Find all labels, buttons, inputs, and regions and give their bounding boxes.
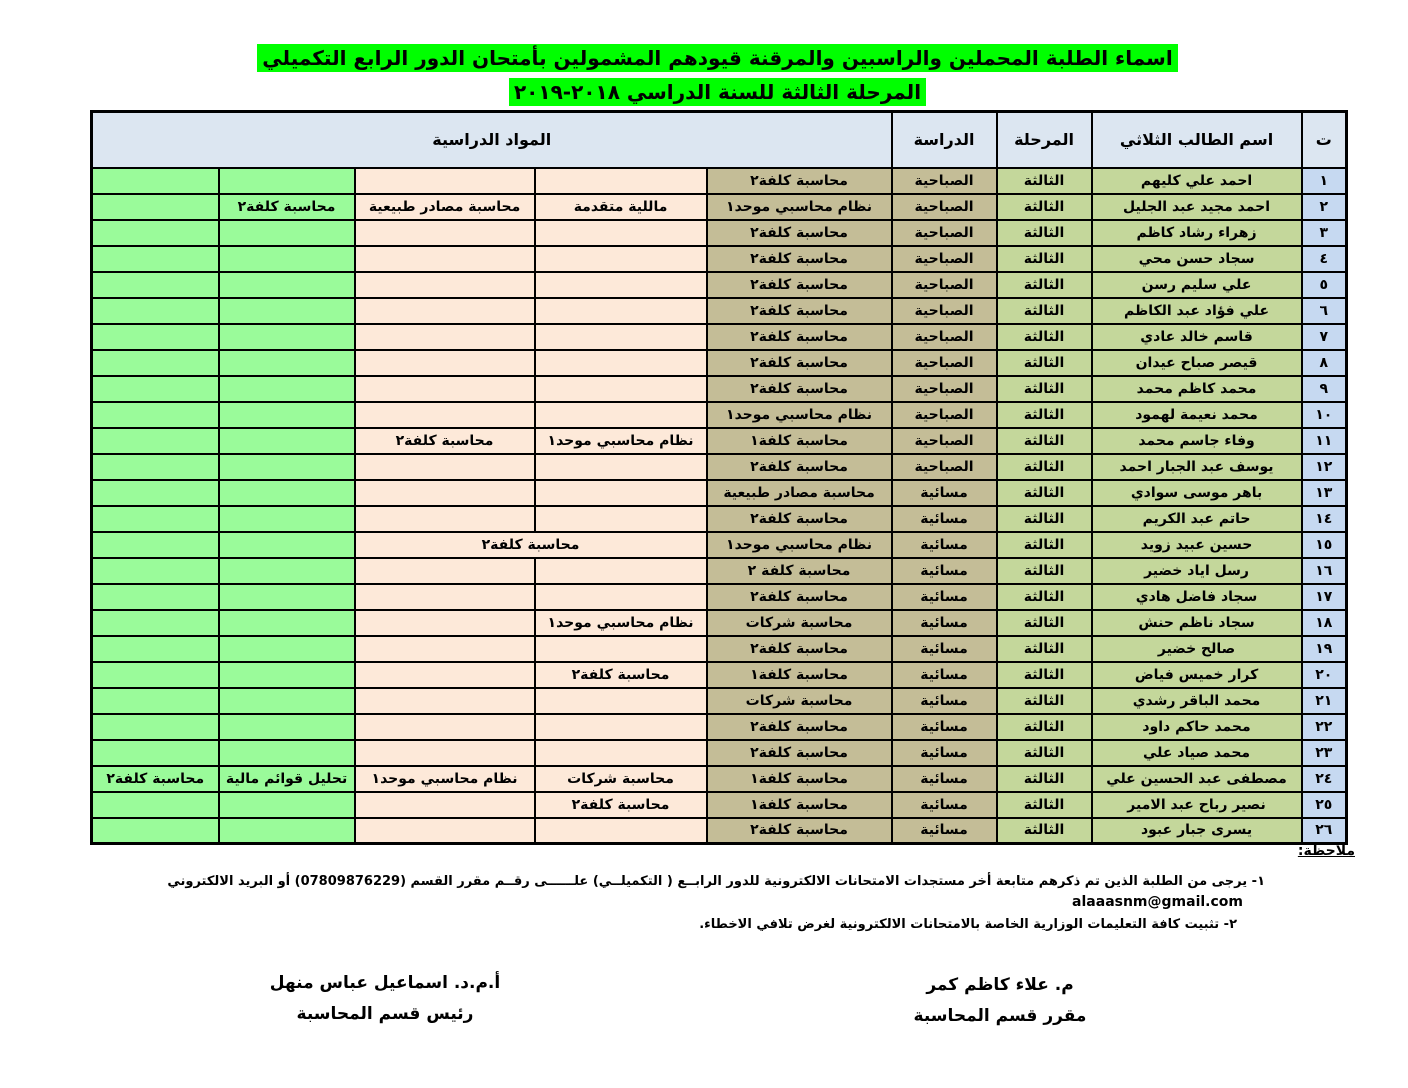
cell-subject-1: محاسبة شركات bbox=[707, 688, 892, 714]
table-row bbox=[92, 818, 1347, 844]
cell-stage: الثالثة bbox=[997, 662, 1092, 688]
cell-subject-2 bbox=[535, 324, 707, 350]
cell-subject-5 bbox=[92, 532, 219, 558]
cell-subject-1: محاسبة كلفة٢ bbox=[707, 740, 892, 766]
cell-number: ١١ bbox=[1302, 428, 1347, 454]
header-row bbox=[92, 112, 1347, 168]
cell-subject-2 bbox=[535, 480, 707, 506]
table-row bbox=[92, 688, 1347, 714]
cell-subject-1: محاسبة كلفة١ bbox=[707, 792, 892, 818]
cell-stage: الثالثة bbox=[997, 558, 1092, 584]
cell-student-name: محمد حاكم داود bbox=[1092, 714, 1302, 740]
cell-subject-3 bbox=[355, 272, 535, 298]
table-row bbox=[92, 636, 1347, 662]
cell-student-name: باهر موسى سوادي bbox=[1092, 480, 1302, 506]
table-row bbox=[92, 584, 1347, 610]
cell-subject-3 bbox=[355, 220, 535, 246]
cell-number: ٢٤ bbox=[1302, 766, 1347, 792]
cell-subject-2 bbox=[535, 584, 707, 610]
cell-subject-3 bbox=[355, 662, 535, 688]
cell-subject-4 bbox=[219, 792, 355, 818]
cell-subject-3 bbox=[355, 740, 535, 766]
cell-study: مسائية bbox=[892, 636, 997, 662]
table-row bbox=[92, 220, 1347, 246]
signature-left-name: أ.م.د. اسماعيل عباس منهل bbox=[269, 973, 501, 993]
cell-subject-5 bbox=[92, 792, 219, 818]
cell-subject-2: محاسبة شركات bbox=[535, 766, 707, 792]
cell-stage: الثالثة bbox=[997, 818, 1092, 844]
cell-subject-2: نظام محاسبي موحد١ bbox=[535, 610, 707, 636]
cell-number: ٢٦ bbox=[1302, 818, 1347, 844]
cell-student-name: يسرى جبار عبود bbox=[1092, 818, 1302, 844]
header-student-name: اسم الطالب الثلاثي bbox=[1092, 112, 1302, 168]
cell-subject-5 bbox=[92, 688, 219, 714]
cell-subject-1: محاسبة كلفة٢ bbox=[707, 714, 892, 740]
cell-subject-5: محاسبة كلفة٢ bbox=[92, 766, 219, 792]
cell-subject-3 bbox=[355, 506, 535, 532]
table-row bbox=[92, 376, 1347, 402]
cell-stage: الثالثة bbox=[997, 792, 1092, 818]
cell-number: ٥ bbox=[1302, 272, 1347, 298]
cell-stage: الثالثة bbox=[997, 506, 1092, 532]
cell-number: ٤ bbox=[1302, 246, 1347, 272]
cell-subject-2 bbox=[535, 246, 707, 272]
table-row bbox=[92, 324, 1347, 350]
cell-subject-5 bbox=[92, 194, 219, 220]
note-item-2: ٢- تثبيت كافة التعليمات الوزارية الخاصة بالامتحانات الالكترونية لغرض تلافي الاخطاء. bbox=[699, 917, 1237, 932]
cell-subject-5 bbox=[92, 584, 219, 610]
cell-subject-3 bbox=[355, 454, 535, 480]
cell-subject-3 bbox=[355, 350, 535, 376]
cell-student-name: محمد صياد علي bbox=[1092, 740, 1302, 766]
cell-student-name: وفاء جاسم محمد bbox=[1092, 428, 1302, 454]
cell-subject-1: محاسبة كلفة٢ bbox=[707, 220, 892, 246]
table-row bbox=[92, 298, 1347, 324]
cell-student-name: حاتم عبد الكريم bbox=[1092, 506, 1302, 532]
cell-subject-5 bbox=[92, 506, 219, 532]
title-line-2: المرحلة الثالثة للسنة الدراسي ٢٠١٨-٢٠١٩ bbox=[509, 78, 926, 106]
cell-student-name: زهراء رشاد كاظم bbox=[1092, 220, 1302, 246]
cell-study: مسائية bbox=[892, 792, 997, 818]
cell-stage: الثالثة bbox=[997, 298, 1092, 324]
cell-subject-2 bbox=[535, 220, 707, 246]
cell-number: ١٣ bbox=[1302, 480, 1347, 506]
cell-study: الصباحية bbox=[892, 402, 997, 428]
cell-subject-3 bbox=[355, 298, 535, 324]
title-line-1: اسماء الطلبة المحملين والراسبين والمرقنة قيودهم المشمولين بأمتحان الدور الرابع التكميلي bbox=[257, 44, 1177, 72]
table-row bbox=[92, 766, 1347, 792]
cell-subject-3 bbox=[355, 610, 535, 636]
cell-subject-3 bbox=[355, 558, 535, 584]
cell-number: ٢٥ bbox=[1302, 792, 1347, 818]
cell-subject-5 bbox=[92, 714, 219, 740]
cell-study: مسائية bbox=[892, 506, 997, 532]
cell-student-name: علي سليم رسن bbox=[1092, 272, 1302, 298]
cell-subject-4 bbox=[219, 428, 355, 454]
table-row bbox=[92, 428, 1347, 454]
table-row bbox=[92, 532, 1347, 558]
cell-subject-5 bbox=[92, 428, 219, 454]
cell-number: ١٤ bbox=[1302, 506, 1347, 532]
cell-stage: الثالثة bbox=[997, 636, 1092, 662]
cell-subject-4 bbox=[219, 454, 355, 480]
cell-subject-2: ماللية متقدمة bbox=[535, 194, 707, 220]
cell-study: مسائية bbox=[892, 818, 997, 844]
cell-study: مسائية bbox=[892, 610, 997, 636]
cell-subject-4 bbox=[219, 714, 355, 740]
cell-subject-4: محاسبة كلفة٢ bbox=[219, 194, 355, 220]
cell-number: ٧ bbox=[1302, 324, 1347, 350]
cell-subject-5 bbox=[92, 818, 219, 844]
cell-subject-3: محاسبة مصادر طبيعية bbox=[355, 194, 535, 220]
cell-study: مسائية bbox=[892, 584, 997, 610]
cell-subject-1: نظام محاسبي موحد١ bbox=[707, 402, 892, 428]
cell-subject-4 bbox=[219, 610, 355, 636]
cell-stage: الثالثة bbox=[997, 610, 1092, 636]
cell-number: ٢٠ bbox=[1302, 662, 1347, 688]
cell-number: ٦ bbox=[1302, 298, 1347, 324]
cell-student-name: علي فؤاد عبد الكاظم bbox=[1092, 298, 1302, 324]
cell-subject-4 bbox=[219, 480, 355, 506]
cell-study: مسائية bbox=[892, 740, 997, 766]
cell-subject-5 bbox=[92, 376, 219, 402]
cell-student-name: كرار خميس فياض bbox=[1092, 662, 1302, 688]
cell-study: مسائية bbox=[892, 662, 997, 688]
cell-student-name: يوسف عبد الجبار احمد bbox=[1092, 454, 1302, 480]
cell-student-name: حسين عبيد زويد bbox=[1092, 532, 1302, 558]
cell-study: مسائية bbox=[892, 558, 997, 584]
cell-subject-2 bbox=[535, 454, 707, 480]
cell-subject-3: محاسبة كلفة٢ bbox=[355, 428, 535, 454]
signature-right-title: مقرر قسم المحاسبة bbox=[913, 1006, 1087, 1026]
header-subjects: المواد الدراسية bbox=[92, 112, 892, 168]
cell-subject-1: نظام محاسبي موحد١ bbox=[707, 532, 892, 558]
cell-stage: الثالثة bbox=[997, 220, 1092, 246]
cell-subject-3 bbox=[355, 792, 535, 818]
cell-subject-5 bbox=[92, 402, 219, 428]
header-study: الدراسة bbox=[892, 112, 997, 168]
cell-subject-4 bbox=[219, 506, 355, 532]
cell-subject-2 bbox=[535, 168, 707, 194]
cell-subject-4 bbox=[219, 532, 355, 558]
cell-stage: الثالثة bbox=[997, 350, 1092, 376]
cell-subject-2 bbox=[535, 376, 707, 402]
cell-subject-5 bbox=[92, 220, 219, 246]
cell-study: الصباحية bbox=[892, 246, 997, 272]
cell-study: الصباحية bbox=[892, 298, 997, 324]
cell-stage: الثالثة bbox=[997, 454, 1092, 480]
cell-stage: الثالثة bbox=[997, 168, 1092, 194]
cell-number: ١٥ bbox=[1302, 532, 1347, 558]
cell-subject-2 bbox=[535, 636, 707, 662]
cell-subject-1: محاسبة كلفة٢ bbox=[707, 454, 892, 480]
cell-subject-2 bbox=[535, 714, 707, 740]
cell-subject-1: محاسبة كلفة٢ bbox=[707, 298, 892, 324]
cell-study: مسائية bbox=[892, 766, 997, 792]
cell-subject-1: محاسبة كلفة٢ bbox=[707, 272, 892, 298]
cell-subject-5 bbox=[92, 246, 219, 272]
notes-heading: ملاحظة: bbox=[1297, 843, 1355, 859]
table-row bbox=[92, 506, 1347, 532]
cell-subject-3: نظام محاسبي موحد١ bbox=[355, 766, 535, 792]
cell-number: ١ bbox=[1302, 168, 1347, 194]
cell-study: الصباحية bbox=[892, 324, 997, 350]
table-row bbox=[92, 246, 1347, 272]
cell-subject-3 bbox=[355, 818, 535, 844]
cell-student-name: سجاد فاضل هادي bbox=[1092, 584, 1302, 610]
cell-subject-4 bbox=[219, 740, 355, 766]
cell-subject-2 bbox=[535, 818, 707, 844]
cell-study: الصباحية bbox=[892, 376, 997, 402]
cell-subject-1: محاسبة كلفة١ bbox=[707, 662, 892, 688]
cell-number: ١٦ bbox=[1302, 558, 1347, 584]
cell-subject-4 bbox=[219, 636, 355, 662]
document-title bbox=[90, 42, 1345, 110]
cell-stage: الثالثة bbox=[997, 194, 1092, 220]
cell-subject-2 bbox=[535, 350, 707, 376]
table-row bbox=[92, 168, 1347, 194]
cell-subject-2-3-merged: محاسبة كلفة٢ bbox=[355, 532, 707, 558]
cell-subject-4: تحليل قوائم مالية bbox=[219, 766, 355, 792]
cell-number: ٣ bbox=[1302, 220, 1347, 246]
cell-subject-2 bbox=[535, 506, 707, 532]
note-email: alaaasnm@gmail.com bbox=[1072, 894, 1243, 910]
cell-study: الصباحية bbox=[892, 168, 997, 194]
cell-subject-1: محاسبة كلفة٢ bbox=[707, 324, 892, 350]
cell-subject-4 bbox=[219, 272, 355, 298]
cell-study: مسائية bbox=[892, 532, 997, 558]
cell-stage: الثالثة bbox=[997, 584, 1092, 610]
cell-stage: الثالثة bbox=[997, 766, 1092, 792]
cell-subject-2 bbox=[535, 688, 707, 714]
signature-right-name: م. علاء كاظم كمر bbox=[926, 975, 1074, 995]
cell-subject-2: محاسبة كلفة٢ bbox=[535, 792, 707, 818]
cell-stage: الثالثة bbox=[997, 480, 1092, 506]
cell-number: ٢ bbox=[1302, 194, 1347, 220]
signature-left bbox=[245, 968, 525, 1030]
cell-subject-3 bbox=[355, 480, 535, 506]
cell-stage: الثالثة bbox=[997, 402, 1092, 428]
cell-subject-1: نظام محاسبي موحد١ bbox=[707, 194, 892, 220]
cell-subject-5 bbox=[92, 168, 219, 194]
cell-subject-5 bbox=[92, 558, 219, 584]
cell-subject-2 bbox=[535, 558, 707, 584]
cell-stage: الثالثة bbox=[997, 428, 1092, 454]
cell-subject-4 bbox=[219, 376, 355, 402]
cell-subject-4 bbox=[219, 662, 355, 688]
cell-subject-3 bbox=[355, 584, 535, 610]
cell-subject-1: محاسبة كلفة٢ bbox=[707, 350, 892, 376]
signature-right bbox=[880, 970, 1120, 1032]
table-row bbox=[92, 792, 1347, 818]
cell-study: الصباحية bbox=[892, 428, 997, 454]
cell-study: الصباحية bbox=[892, 454, 997, 480]
cell-subject-3 bbox=[355, 376, 535, 402]
cell-study: الصباحية bbox=[892, 272, 997, 298]
cell-number: ٢١ bbox=[1302, 688, 1347, 714]
cell-study: مسائية bbox=[892, 480, 997, 506]
cell-subject-4 bbox=[219, 350, 355, 376]
header-stage: المرحلة bbox=[997, 112, 1092, 168]
cell-subject-1: محاسبة كلفة٢ bbox=[707, 376, 892, 402]
cell-student-name: محمد كاظم محمد bbox=[1092, 376, 1302, 402]
cell-subject-5 bbox=[92, 350, 219, 376]
cell-stage: الثالثة bbox=[997, 532, 1092, 558]
cell-student-name: احمد مجيد عبد الجليل bbox=[1092, 194, 1302, 220]
table-row bbox=[92, 610, 1347, 636]
cell-subject-3 bbox=[355, 636, 535, 662]
cell-subject-5 bbox=[92, 272, 219, 298]
cell-subject-5 bbox=[92, 298, 219, 324]
cell-student-name: نصير رباح عبد الامير bbox=[1092, 792, 1302, 818]
cell-number: ٩ bbox=[1302, 376, 1347, 402]
cell-student-name: محمد الباقر رشدي bbox=[1092, 688, 1302, 714]
cell-stage: الثالثة bbox=[997, 246, 1092, 272]
cell-subject-4 bbox=[219, 220, 355, 246]
cell-number: ١٠ bbox=[1302, 402, 1347, 428]
cell-subject-1: محاسبة كلفة٢ bbox=[707, 506, 892, 532]
cell-subject-3 bbox=[355, 168, 535, 194]
signature-left-title: رئيس قسم المحاسبة bbox=[296, 1004, 474, 1024]
cell-subject-4 bbox=[219, 324, 355, 350]
cell-subject-5 bbox=[92, 480, 219, 506]
cell-student-name: سجاد حسن محي bbox=[1092, 246, 1302, 272]
cell-subject-2: محاسبة كلفة٢ bbox=[535, 662, 707, 688]
cell-subject-4 bbox=[219, 402, 355, 428]
note-item-1: ١- يرجى من الطلبة الذين تم ذكرهم متابعة أخر مستجدات الامتحانات الالكترونية للدور الرابــع ( التكميلــي) علــــــى رقــم مقرر القسم (07809876229) أو البريد الالكتروني bbox=[167, 874, 1265, 889]
table-row bbox=[92, 714, 1347, 740]
cell-subject-5 bbox=[92, 610, 219, 636]
cell-subject-4 bbox=[219, 688, 355, 714]
cell-subject-4 bbox=[219, 558, 355, 584]
cell-stage: الثالثة bbox=[997, 688, 1092, 714]
table-row bbox=[92, 272, 1347, 298]
cell-subject-5 bbox=[92, 324, 219, 350]
cell-subject-1: محاسبة كلفة٢ bbox=[707, 246, 892, 272]
cell-subject-2 bbox=[535, 272, 707, 298]
cell-subject-1: محاسبة شركات bbox=[707, 610, 892, 636]
cell-subject-1: محاسبة كلفة٢ bbox=[707, 636, 892, 662]
cell-subject-1: محاسبة كلفة٢ bbox=[707, 818, 892, 844]
cell-subject-1: محاسبة كلفة١ bbox=[707, 428, 892, 454]
cell-number: ١٧ bbox=[1302, 584, 1347, 610]
cell-student-name: مصطفى عبد الحسين علي bbox=[1092, 766, 1302, 792]
cell-subject-4 bbox=[219, 246, 355, 272]
cell-subject-5 bbox=[92, 662, 219, 688]
cell-stage: الثالثة bbox=[997, 272, 1092, 298]
cell-student-name: احمد علي كليهم bbox=[1092, 168, 1302, 194]
table-row bbox=[92, 662, 1347, 688]
cell-subject-1: محاسبة كلفة٢ bbox=[707, 584, 892, 610]
cell-stage: الثالثة bbox=[997, 740, 1092, 766]
table-row bbox=[92, 194, 1347, 220]
cell-subject-5 bbox=[92, 454, 219, 480]
table-row bbox=[92, 480, 1347, 506]
cell-subject-2: نظام محاسبي موحد١ bbox=[535, 428, 707, 454]
cell-subject-2 bbox=[535, 298, 707, 324]
students-table bbox=[90, 110, 1348, 845]
table-row bbox=[92, 454, 1347, 480]
cell-number: ١٢ bbox=[1302, 454, 1347, 480]
cell-subject-4 bbox=[219, 584, 355, 610]
cell-study: الصباحية bbox=[892, 194, 997, 220]
cell-subject-4 bbox=[219, 168, 355, 194]
cell-subject-1: محاسبة كلفة ٢ bbox=[707, 558, 892, 584]
cell-number: ١٩ bbox=[1302, 636, 1347, 662]
cell-subject-4 bbox=[219, 298, 355, 324]
cell-stage: الثالثة bbox=[997, 714, 1092, 740]
table-row bbox=[92, 740, 1347, 766]
cell-subject-5 bbox=[92, 740, 219, 766]
cell-subject-1: محاسبة كلفة١ bbox=[707, 766, 892, 792]
cell-subject-3 bbox=[355, 714, 535, 740]
cell-study: الصباحية bbox=[892, 220, 997, 246]
cell-stage: الثالثة bbox=[997, 376, 1092, 402]
cell-subject-5 bbox=[92, 636, 219, 662]
cell-subject-3 bbox=[355, 324, 535, 350]
cell-subject-2 bbox=[535, 740, 707, 766]
notes-section bbox=[53, 843, 1355, 937]
cell-student-name: قيصر صباح عيدان bbox=[1092, 350, 1302, 376]
cell-number: ١٨ bbox=[1302, 610, 1347, 636]
header-number: ت bbox=[1302, 112, 1347, 168]
cell-subject-1: محاسبة مصادر طبيعية bbox=[707, 480, 892, 506]
cell-subject-4 bbox=[219, 818, 355, 844]
cell-stage: الثالثة bbox=[997, 324, 1092, 350]
student-table-body bbox=[92, 168, 1347, 844]
cell-subject-3 bbox=[355, 246, 535, 272]
cell-study: مسائية bbox=[892, 688, 997, 714]
cell-number: ٨ bbox=[1302, 350, 1347, 376]
table-row bbox=[92, 402, 1347, 428]
cell-number: ٢٣ bbox=[1302, 740, 1347, 766]
cell-student-name: محمد نعيمة لهمود bbox=[1092, 402, 1302, 428]
cell-student-name: قاسم خالد عادي bbox=[1092, 324, 1302, 350]
table-row bbox=[92, 350, 1347, 376]
cell-student-name: سجاد ناظم حنش bbox=[1092, 610, 1302, 636]
table-row bbox=[92, 558, 1347, 584]
cell-study: مسائية bbox=[892, 714, 997, 740]
cell-student-name: صالح خضير bbox=[1092, 636, 1302, 662]
cell-subject-2 bbox=[535, 402, 707, 428]
cell-number: ٢٢ bbox=[1302, 714, 1347, 740]
cell-subject-1: محاسبة كلفة٢ bbox=[707, 168, 892, 194]
cell-study: الصباحية bbox=[892, 350, 997, 376]
cell-student-name: رسل اياد خضير bbox=[1092, 558, 1302, 584]
cell-subject-3 bbox=[355, 688, 535, 714]
cell-subject-3 bbox=[355, 402, 535, 428]
